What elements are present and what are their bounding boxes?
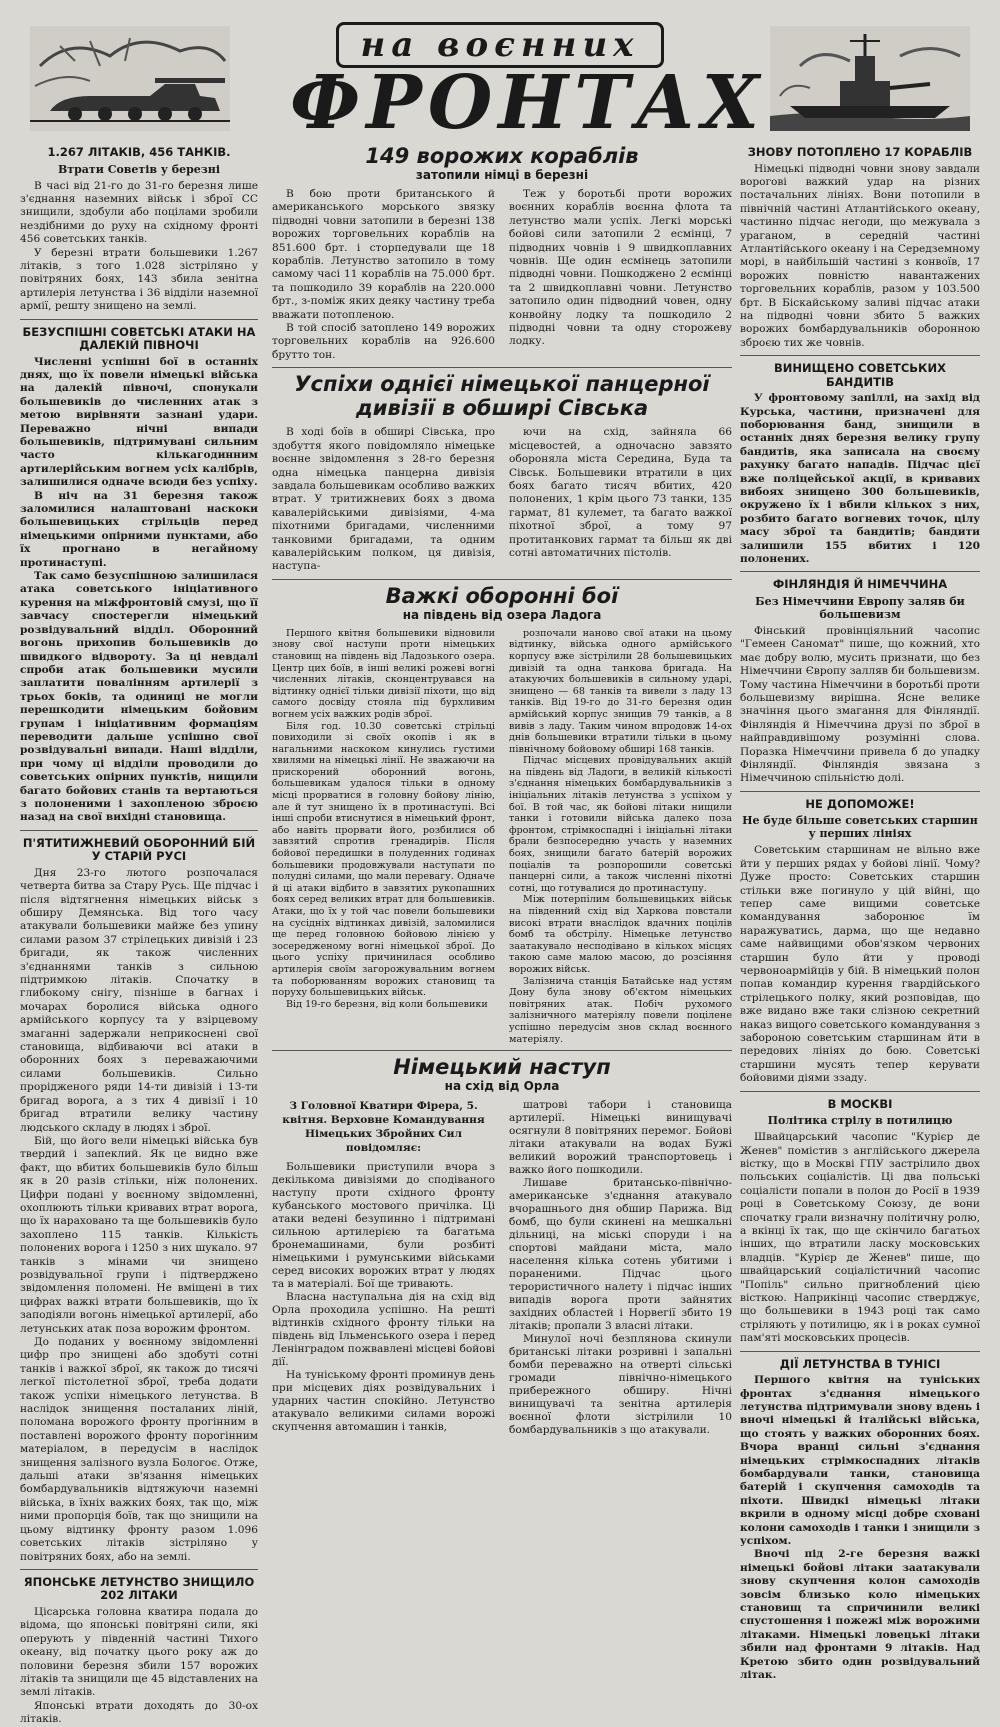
article-in-moscow <box>740 1098 980 1346</box>
paragraph: В той спосіб затоплено 149 ворожих торговельних кораблів на 926.600 брутто тон. <box>272 322 495 361</box>
paragraph: розпочали наново свої атаки на цьому відтинку, війська одного армійського корпусу вже зістрілили 28 большевицьких дивізій та одна танкова бригада. На атакуючих большевиків в сильному ударі, знищено — 68 танків та вивели з ладу 13 танків. Від 19-го до 31-го березня один армійський корпус знищив 79 танків, а 8 вивів з ладу. Таким чином впродовж 14-ох днів большевики втратили тільки в цьому північному бойовому обширі 168 танків. <box>509 627 732 755</box>
headline: БЕЗУСПІШНІ СОВЕТСЬКІ АТАКИ НА ДАЛЕКІЙ ПІВНОЧІ <box>22 324 256 353</box>
paragraph: шатрові табори і становища артилерії. Німецькі винищувачі осягнули 8 повітряних перемог. Бойові літаки атакували на водах Бужі великий ворожий транспортовець і важко його пошкодили. <box>509 1099 732 1177</box>
paragraph: Першого квітня на туніських фронтах з'єднання німецького летунства підтримували знову вдень і вночі німецькі й італійські війська, що стоять у важких оборонних боях. Вчора вранці сильні з'єднання німецьких стрімкоспадних літаків бомбардували танки, становища батерій і скупчення самоходів та піхоти. Швидкі німецькі літаки вкрили в одному місці добре сховані колони самоходів і танки і знищили з успіхом. <box>740 1374 980 1548</box>
headline: П'ЯТИТИЖНЕВИЙ ОБОРОННИЙ БІЙ У СТАРІЙ РУСІ <box>22 835 256 864</box>
headline: ФІНЛЯНДІЯ Й НІМЕЧЧИНА <box>772 577 948 592</box>
headline: Важкі оборонні бої <box>385 583 619 608</box>
divider <box>740 355 980 356</box>
paragraph: Між потерпілим большевицьких військ на південний схід від Харкова повстали високі втрати внаслідок вдачних поцілів бомб та обстрілу. Німецьке летунство заатакувало несподівано в кількох місцях такою саме малою масою, до розсіяння ворожих військ. <box>509 894 732 975</box>
divider <box>20 1569 258 1570</box>
divider <box>272 1050 732 1051</box>
divider <box>740 791 980 792</box>
warship-illustration-icon <box>770 26 970 131</box>
column-left <box>20 140 258 1727</box>
paragraph: Большевики приступили вчора з декількома дивізіями до сподіваного наступу проти східного фронту кубанського мостового причілка. Ці атаки ведені безупинно і підтримані сильною артилерією та багатьма бронемашинами, були розбиті німецькими і румунськими військами серед високих ворожих втрат у людях та в матеріалі. Бої ще тривають. <box>272 1161 495 1291</box>
masthead <box>30 18 970 146</box>
paragraph: Фінський провінціяльний часопис "Гемеен Саномат" пише, що кожний, хто має добру волю, мусить признати, що без Німеччини Європу залляв би большевизм. Тому частина Німеччини в боротьбі проти большевизму вирішна. Ясне велике значіння цього змагання для Фінляндії. Фінляндія й Німеччина друзі по зброї в найправдивішому розумінні слова. Поразка Німеччини привела б до упадку Фінляндії. Фінляндія звязана з Німеччиною спільністю долі. <box>740 624 980 785</box>
paragraph: В бою проти британського й американського морського звязку підводні човни затопили в березні 138 ворожих торговельних кораблів на 851.600 брт. і сторпедували ще 18 кораблів. Летунство затопило в тому самому часі 11 кораблів на 75.000 брт. та пошкодило 39 кораблів на 220.000 брт., з-поміж яких деяку частину треба вважати потопленою. <box>272 188 495 321</box>
article-soviet-bandits <box>740 362 980 566</box>
paragraph: Так само безуспішною залишилася атака советського ініціативного курення на міжфронтовій смузі, що її завчасу спостерегли німецький розвідувальний відділ. Оборонний вогонь прихопив большевиків до швидкого відвороту. За ці невдалі спроби атак большевики мусили заплатити повалінням артилерії з трьох боків, та одиниці не могли перешкодити німецьким бойовим групам і ініціативним формаціям переводити дальше успішно свої розвідувальні випади. Наші відділи, при чому ці відділи проводили до советських опірних пунктів, нищили багато бойових станів та вертаються з полоненими і захопленою зброєю назад на свої вихідні становища. <box>20 570 258 824</box>
article-ladoga-battles <box>272 584 732 1045</box>
paragraph: Минулої ночі безплянова скинули британські літаки розривні і запальні бомби переважно на отверті сільські громади північно-німецького прибережного обширу. Нічні винищувачі та зенітна артилерія воєнної флоти зістрілили 10 бомбардувальників з що атакували. <box>509 1333 732 1437</box>
paragraph: Цісарська головна кватира подала до відома, що японські повітряні сили, які оперують у південній частині Тихого океану, від початку цього року аж до половини березня збили 157 ворожих літаків та знищили ще 45 відставлених на землі літаків. <box>20 1605 258 1699</box>
paragraph: Швайцарський часопис "Курієр де Женев" помістив з англійського джерела вістку, що в Москві ГПУ застрілило двох польських соціалістів. Ці два польські соціалісти попали в полон до Росії в 1939 році в Советському Союзу, де вони спочатку грали визначну політичну ролю, а вкінці їх так, що ще скінчило багатьох інших, що втратили ласку московських владців. "Курієр де Женев" пише, що швайцарський соціалістичний часопис "Попіль" сильно пригноблений цією вісткою. Наприкінці часопис стверджує, що большевики в 1943 році так само стріляють у потилицю, як і в роках сумної пам'яті московських процесів. <box>740 1131 980 1345</box>
paragraph: Біля год. 10.30 советські стрільці повиходили зі своїх окопів і як в нагальними наскоком кинулись густими хвилями на німецькі лінії. Не зважаючи на прискорений оборонний вогонь, большевикам удалося тільки в одному місці прорватися в головну бойову лінію, але й тут знищено їх в протинаступі. Всі інші спроби втиснутися в німецький фронт, або навіть прорвати його, розбилися об завзятий спротив гренадирів. Після бойової передишки в полуденних годинах большевики продовжували наступати по полудні силами, що мали перевагу. Одначе й ці атаки відбито в завзятих рукопашних боях серед великих втрат для большевиків. Атаки, що їх у той час повели большевики на сусідніх відтинках дивізій, заломилися ще перед головною бойовою лінією у зосередженому вогні німецької зброї. До цього успіху причинилася особливо артилерія своїм загорожувальним вогнем та поборюванням ворожих становищ та поруху большевицьких військ. <box>272 720 495 999</box>
subheadline: Втрати Советів у березні <box>57 162 221 176</box>
divider <box>20 830 258 831</box>
subheadline: Не буде більше советських старшин у перших лініях <box>742 814 978 841</box>
article-17-ships-sunk <box>740 146 980 350</box>
paragraph: Бій, що його вели німецькі війська був твердий і запеклий. Як це видно вже факт, що вбитих большевиків було більш як в 20 разів стільки, ніж полонених. Цифри подані у воєнному звідомленні, охоплюють тільки кривавих втрат ворога, що їх нараховано та ще большевиків було захоплено 115 танків. Кількість полонених ворога і 1250 з них шукало. 97 танків з мінами чи знищено розвідувальної групи і підтверджено звідомлення поломені. Не вміщені в тих цифрах важкі втрати большевиків, що їх заподіяли вогонь німецької артилерії, або летунських атак поза ворожим фронтом. <box>20 1134 258 1335</box>
paragraph: ючи на схід, зайняла 66 місцевостей, а одночасно завзято обороняла міста Середина, Буда та Сівськ. Большевики втратили в цих боях багато тисяч вбитих, 420 полонених, 1 крім цього 73 танки, 135 гармат, 81 кулемет, та багато важкої піхотної зброї, а тому 97 протитанкових гармат та більш як дві сотні автоматичних пістолів. <box>509 426 732 559</box>
article-no-help <box>740 798 980 1086</box>
paragraph: У березні втрати большевики 1.267 літаків, з того 1.028 зістріляно у повітряних боях, 143 збила зенітна артилерія летунства і 36 відділи наземної армії, решту знищено на землі. <box>20 246 258 313</box>
masthead-title-big: ФРОНТАХ <box>290 60 765 146</box>
divider <box>272 579 732 580</box>
paragraph: В ході боїв в обширі Сівська, про здобуття якого повідомляло німецьке воєнне звідомлення з 28-го березня одна німецька панцерна дивізія завдала большевикам особливо важких втрат. У тритижневих боях з двома кавалерійськими дивізіями, 4-ма піхотними бригадами, численними танковими бригадами, та одним кавалерійським полком, ця дивізія, наступа- <box>272 426 495 573</box>
masthead-title-small: на воєнних <box>336 22 665 68</box>
article-149-ships <box>272 144 732 362</box>
paragraph: В часі від 21-го до 31-го березня лише з'єднання наземних військ і зброї СС знищили, здобули або поцілами зробили нездібними до руху на східному фронті 456 советських танків. <box>20 179 258 246</box>
paragraph: Німецькі підводні човни знову завдали ворогові важкий удар на різних постачальних лініях. Вони потопили в північній частині Атлантійського океану, частинно підчас негоди, що межувала з ураганом, в середній частині Атлантійського океану і на Середземному морі, в найбільшій частині з конвоїв, 17 ворожих повністю навантажених торговельних кораблів, разом у 103.500 брт. В Біскайському заливі підчас атаки на підводні човни збито 5 важких ворожих бомбардувальників оборонною зброєю тих же човнів. <box>740 162 980 349</box>
column-right <box>740 140 980 1683</box>
masthead-title <box>290 18 765 146</box>
column-center <box>272 140 732 1437</box>
paragraph: Підчас місцевих провідувальних акцій на південь від Ладоги, в великій кількості з'єднання німецьких бомбардувальників з ініціальних літаків летунства з успіхом у бої. В той час, як бойові літаки нищили танки і готовили війська далеко поза фронтом, стрімкоспадні і ініціальні літаки брали безпосередню участь у наземних боях, знищили багато батерій ворожих поціалів та розпорошили советські панцерні сили, а також численні піхотні сотні, що готувалися до протинаступу. <box>509 755 732 894</box>
article-tunisia-air <box>740 1358 980 1683</box>
paragraph: Залізнича станція Батайське над устям Дону була знову об'єктом німецьких повітряних атак. Побіч рухомого залізничного матеріялу повели поцілене успішно передусім знов склад воєнного матеріялу. <box>509 975 732 1045</box>
headline: НЕ ДОПОМОЖЕ! <box>805 796 915 811</box>
headline: Німецький наступ <box>393 1055 611 1080</box>
tank-battle-illustration-icon <box>30 26 230 131</box>
paragraph: В ніч на 31 березня також заломилися налаштовані наскоки большевицьких стрільців перед німецькими опірними пунктами, або їх прогнано в негайному протинаступі. <box>20 489 258 569</box>
headline: В МОСКВІ <box>827 1096 893 1111</box>
paragraph: Лишаве британсько-північно-американське з'єднання атакувало вчорашнього дня обшир Парижа. Від бомб, що були скинені на мешкальні дільниці, на міські споруди і на спортові майдани міста, мало населення кілька сотень убитими і пораненими. Підчас цього терористичного налету і підчас інших випадів ворога проти зайнятих західних областей і Норвегії збито 19 літаків; пропали 3 власні літаки. <box>509 1177 732 1333</box>
headline: ВИНИЩЕНО СОВЕТСЬКИХ БАНДИТІВ <box>774 361 946 389</box>
article-staraya-russa <box>20 837 258 1564</box>
divider <box>740 1351 980 1352</box>
headline: ДІЇ ЛЕТУНСТВА В ТУНІСІ <box>779 1356 941 1371</box>
headline: 1.267 ЛІТАКІВ, 456 ТАНКІВ. <box>47 145 231 159</box>
subheadline: Політика стрілу в потилицю <box>767 1114 953 1128</box>
headline: 149 ворожих кораблів <box>365 144 639 168</box>
paragraph: Власна наступальна дія на схід від Орла проходила успішно. На решті відтинків східного фронту тільки на південь від Ільменського озера і перед Ленінградом пожвавлені місцеві бойові дії. <box>272 1291 495 1369</box>
article-japanese-air-force <box>20 1576 258 1727</box>
article-sevsk-panzer-division <box>272 372 732 573</box>
divider <box>740 1091 980 1092</box>
paragraph: Численні успішні бої в останніх днях, що їх повели німецькі війська на далекій півночі, спонукали большевиків до численних атак з метою вирівняти зазнані удари. Переважно нічні випади большевиків, підтримувані сильним часто кількагодинним артилерійським вогнем усіх калібрів, залишилися одначе всюди без успіху. <box>20 355 258 489</box>
paragraph: Советським старшинам не вільно вже йти у перших рядах у бойові лінії. Чому? Дуже просто: Советських старшин стільки вже погинуло у цій війні, що тепер саме вищими советське командування заборонює їм наражуватись, дарма, що ще недавно саме найвищими обов'язком червоних старшин було йти у проводі червоноармійців у бій. В німецький полон попав командир курення гвардійського стрілецького полку, який розповідав, що вже видано вже таки слізною секретний наказ вищого советського командування з забороною советським старшинам йти в передових лініях до бою. Советські старшини мусять тепер керувати бойовими діями ззаду. <box>740 844 981 1085</box>
subheadline: затопили німці в березні <box>415 168 589 182</box>
paragraph: Японські втрати доходять до 30-ох літаків. <box>20 1699 258 1726</box>
subheadline: Без Німеччини Европу заляв би большевизм <box>755 594 965 621</box>
article-orel-offensive <box>272 1055 732 1437</box>
divider <box>20 319 258 320</box>
paragraph: Вночі під 2-ге березня важкі німецькі бойові літаки заатакували знову скупчення колон самоходів зовсім близько коло німецьких становищ та спричинили великі спустошення і пожежі між ворожими літаками. Німецькі ловецькі літаки збили над фронтами 9 літаків. Над Кретою збито один розвідувальний літак. <box>740 1548 980 1682</box>
headline: Успіхи однієї німецької панцерної дивізії в обширі Сівська <box>294 372 710 421</box>
headline: ЯПОНСЬКЕ ЛЕТУНСТВО ЗНИЩИЛО 202 ЛІТАКИ <box>23 1574 255 1603</box>
article-far-north-attacks <box>20 326 258 825</box>
paragraph: Від 19-го березня, від коли большевики <box>286 998 488 1010</box>
paragraph: На туніському фронті проминув день при місцевих діях розвідувальних і ударних частин спокійно. Летунство атакувало великими силами ворожі скупчення автомашин і танків, <box>272 1369 495 1434</box>
paragraph: Теж у боротьбі проти ворожих воєнних кораблів воєнна флота та летунство мали успіх. Легкі морські бойові сили затопили 2 есмінці, 7 підводних човнів і 9 швидкоплавних човнів. Ще один есмінець затопили підводні човни. Пошкоджено 2 есмінці та 2 швидкоплавні човни. Летунство затопило один підводний човен, одну конвойну лодку та пошкодило 2 підводні човни та одну сторожеву лодку. <box>509 188 732 348</box>
divider <box>740 571 980 572</box>
paragraph: Першого квітня большевики відновили знову свої наступи проти німецьких становищ на південь від Ладозького озера. Центр цих боїв, в інші великі рожеві вогні численних літаків, сконцентрувався на відтинку однієї тільки дивізії піхоти, що від самого досвіду стояла під бурхливим вогнем усіх важких родів зброї. <box>272 627 495 720</box>
lead-paragraph: З Головної Кватири Фірера, 5. квітня. Верховне Командування Німецьких Збройних Сил повідомляє: <box>282 1100 485 1155</box>
paragraph: Дня 23-го лютого розпочалася четверта битва за Стару Русь. Ще підчас і після відтягнення німецьких військ з обширу Демянська. Від того часу атакували большевики майже без упину силами разом 37 стрілецьких дивізій і 23 бригади, як також численних з'єднаннями танків з сильною підтримкою літаків. Спочатку в глибокому снігу, пізніше в багнах і мочарах боролися війська одного армійського корпусу та у взірцевому змаганні задержали неприкоснені свої становища, відбиваючи всі атаки в оборонних боях з переважаючими силами большевиків. Сильно прорідженого ряди 14-ти дивізій і 13-ти бригад ворога, а з тих 4 дивізії і 10 бригад втратили велику частину людського складу в людях і зброї. <box>20 866 258 1134</box>
paragraph: До поданих у воєнному звідомленні цифр про знищені або здобуті сотні танків і важкої зброї, як також до тисячі легкої пістолетної зброї, треба додати також успіхи німецького летунства. В наслідок знищення посталаних ліній, поломана ворожого фронту прогінним в поставлені ворожого фронту порогінним матеріалом, в передусім в наслідок знищення залізного вузла Бологоє. Отже, дальші атаки зв'язання німецьких бомбардувальників відтяжуючи наземні війська, в їхніх важких боях, так що, між ними пропорція боїв, так що знищили на цьому відтинку фронту разом 1.096 советських літаків зістріляно у повітряних боях, або на землі. <box>20 1336 258 1563</box>
subheadline: на схід від Орла <box>444 1079 560 1094</box>
paragraph: У фронтовому запіллі, на захід від Курська, частини, призначені для поборювання банд, знищили в останніх днях березня велику групу бандитів, яка записала на своєму рахунку багато нападів. Підчас цієї вже поліцейської акції, в кривавих вибоях знищено 300 большевиків, окружено їх і вбили кількох з них, розбито багато вогневих точок, цілу масу зброї та бандитів; бандити залишили 155 вбитих і 120 полонених. <box>740 392 980 566</box>
subheadline: на південь від озера Ладога <box>402 607 602 622</box>
divider <box>272 367 732 368</box>
article-soviet-losses <box>20 146 258 314</box>
headline: ЗНОВУ ПОТОПЛЕНО 17 КОРАБЛІВ <box>747 145 973 159</box>
article-finland-germany <box>740 578 980 785</box>
